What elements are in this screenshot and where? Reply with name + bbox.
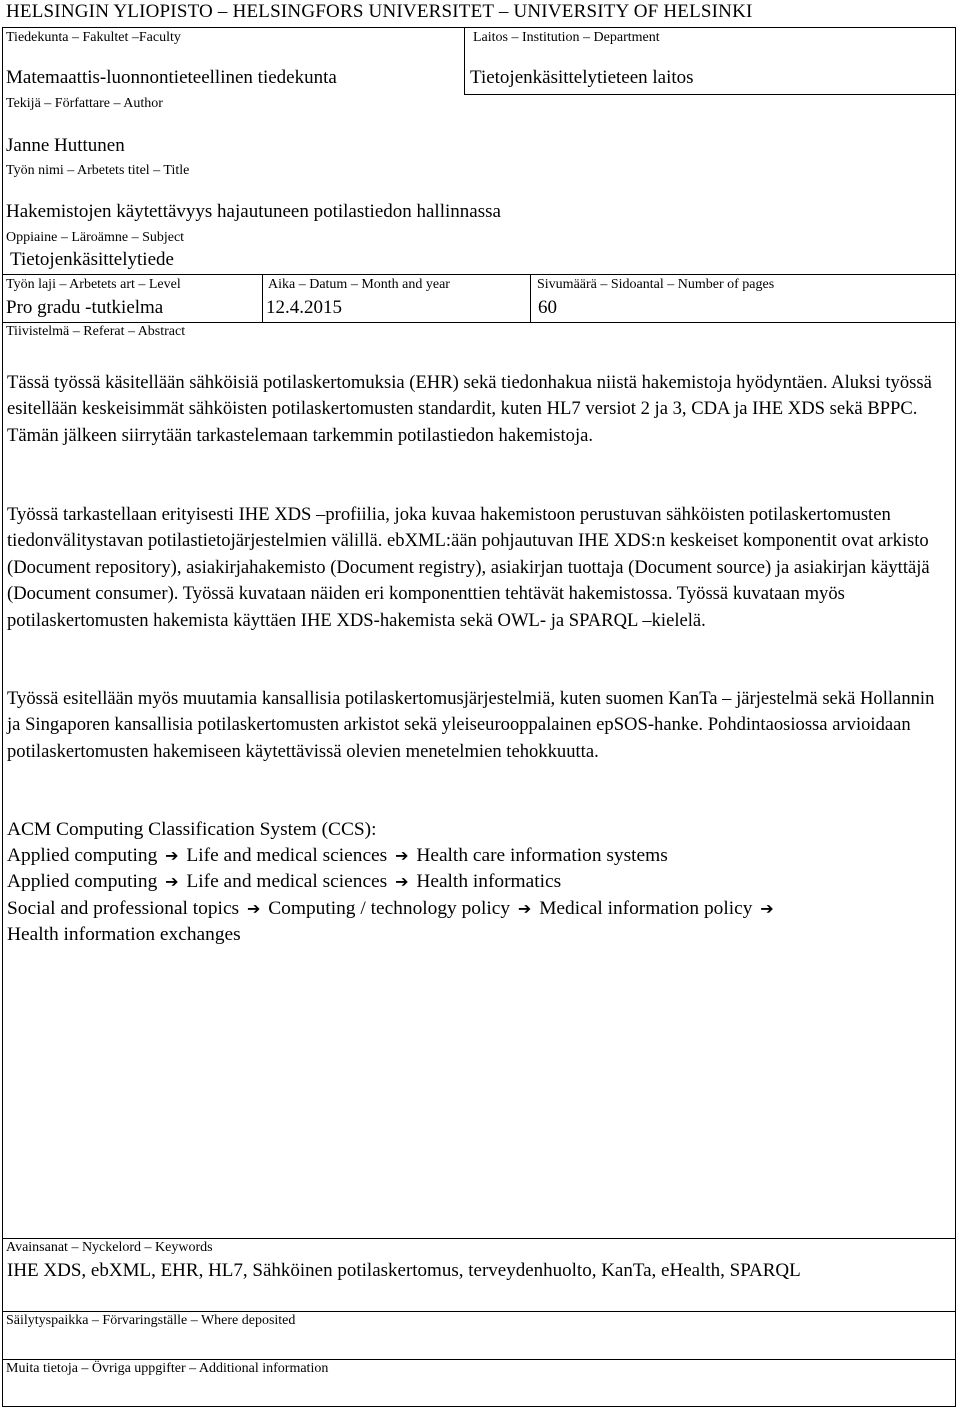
author-label: Tekijä – Författare – Author — [6, 96, 163, 111]
ccs-term: Life and medical sciences — [186, 871, 388, 892]
title-value: Hakemistojen käytettävyys hajautuneen potilastiedon hallinnassa — [6, 201, 501, 222]
date-label: Aika – Datum – Month and year — [268, 277, 450, 292]
department-value: Tietojenkäsittelytieteen laitos — [470, 67, 694, 88]
subject-value: Tietojenkäsittelytiede — [10, 249, 174, 270]
frame-top-line — [2, 27, 956, 28]
deposited-top-line — [2, 1311, 956, 1312]
info-row-top-line — [2, 274, 956, 275]
ccs-term: Life and medical sciences — [186, 845, 388, 866]
ccs-heading: ACM Computing Classification System (CCS): — [7, 819, 377, 840]
level-date-divider — [262, 274, 263, 323]
abstract-paragraph-1: Tässä työssä käsitellään sähköisiä potilaskertomuksia (EHR) sekä tiedonhakua niistä hakemistoja hyödyntäen. Aluksi työssä esitellään keskeisimmät sähköisten potilaskertomusten standardit, kuten HL7 versiot 2 ja 3, CDA ja IHE XDS sekä BPPC. Tämän jälkeen siirrytään tarkastelemaan tarkemmin potilastiedon hakemistoja. — [7, 372, 932, 446]
additional-label: Muita tietoja – Övriga uppgifter – Additional information — [6, 1361, 329, 1376]
ccs-term: Applied computing — [7, 871, 158, 892]
frame-bottom-line — [2, 1406, 956, 1407]
subject-label: Oppiaine – Läroämne – Subject — [6, 230, 185, 245]
ccs-term: Health informatics — [416, 871, 562, 892]
frame-right-line — [955, 27, 956, 1407]
ccs-line-1 — [7, 843, 668, 869]
department-label: Laitos – Institution – Department — [473, 30, 660, 45]
abstract-paragraph-2: Työssä tarkastellaan erityisesti IHE XDS –profiilia, joka kuvaa hakemistoon perustuvan sähköisten potilaskertomusten tiedonvälitystavan potilastietojärjestelmien välillä. ebXML:ään pohjautuvan IHE XDS:n keskeiset komponentit ovat arkisto (Document repository), asiakirjahakemisto (Document registry), asiakirjan tuottaja (Document source) ja asiakirjan käyttäjä (Document consumer). Työssä kuvataan näiden eri komponenttien tehtävät hakemistossa. Työssä kuvataan myös potilaskertomusten hakemista käyttäen IHE XDS-hakemista sekä OWL- ja SPARQL –kielelä. — [7, 504, 930, 631]
date-pages-divider — [530, 274, 531, 323]
pages-value: 60 — [538, 297, 557, 318]
abstract-label: Tiivistelmä – Referat – Abstract — [6, 324, 186, 339]
ccs-line-4: Health information exchanges — [7, 924, 241, 945]
right-arrow-icon: ➔ — [395, 846, 409, 865]
ccs-term: Health care information systems — [416, 845, 668, 866]
deposited-label: Säilytyspaikka – Förvaringställe – Where deposited — [6, 1313, 296, 1328]
keywords-label: Avainsanat – Nyckelord – Keywords — [6, 1240, 213, 1255]
title-label: Työn nimi – Arbetets titel – Title — [6, 163, 190, 178]
pages-label: Sivumäärä – Sidoantal – Number of pages — [537, 277, 775, 292]
frame-left-line — [2, 27, 3, 1407]
university-heading: HELSINGIN YLIOPISTO – HELSINGFORS UNIVERSITET – UNIVERSITY OF HELSINKI — [6, 1, 753, 22]
date-value: 12.4.2015 — [266, 297, 342, 318]
additional-top-line — [2, 1359, 956, 1360]
right-arrow-icon: ➔ — [517, 899, 532, 918]
keywords-top-line — [2, 1238, 956, 1239]
ccs-term: Medical information policy — [539, 898, 753, 919]
right-arrow-icon: ➔ — [246, 899, 261, 918]
author-value: Janne Huttunen — [6, 135, 125, 156]
department-bottom-line — [464, 94, 956, 95]
abstract-paragraph-3: Työssä esitellään myös muutamia kansallisia potilaskertomusjärjestelmiä, kuten suomen KanTa – järjestelmä sekä Hollannin ja Singaporen kansallisia potilaskertomusten arkistot sekä yleiseurooppalainen epSOS-hanke. Pohdintaosiossa arvioidaan potilaskertomusten hakemiseen käytettävissä olevien menetelmien tehokkuutta. — [7, 688, 935, 762]
level-label: Työn laji – Arbetets art – Level — [6, 277, 181, 292]
faculty-department-divider — [464, 27, 465, 95]
right-arrow-icon: ➔ — [395, 872, 409, 891]
ccs-line-3 — [7, 896, 777, 922]
right-arrow-icon: ➔ — [165, 846, 179, 865]
ccs-term: Social and professional topics — [7, 898, 240, 919]
right-arrow-icon: ➔ — [165, 872, 179, 891]
ccs-line-2 — [7, 869, 561, 895]
keywords-value: IHE XDS, ebXML, EHR, HL7, Sähköinen potilaskertomus, terveydenhuolto, KanTa, eHealth, SPARQL — [7, 1260, 801, 1281]
faculty-label: Tiedekunta – Fakultet –Faculty — [6, 30, 181, 45]
ccs-term: Applied computing — [7, 845, 158, 866]
right-arrow-icon: ➔ — [760, 899, 774, 918]
info-row-bottom-line — [2, 322, 956, 323]
ccs-term: Computing / technology policy — [268, 898, 511, 919]
faculty-value: Matemaattis-luonnontieteellinen tiedekunta — [6, 67, 337, 88]
level-value: Pro gradu -tutkielma — [6, 297, 164, 318]
